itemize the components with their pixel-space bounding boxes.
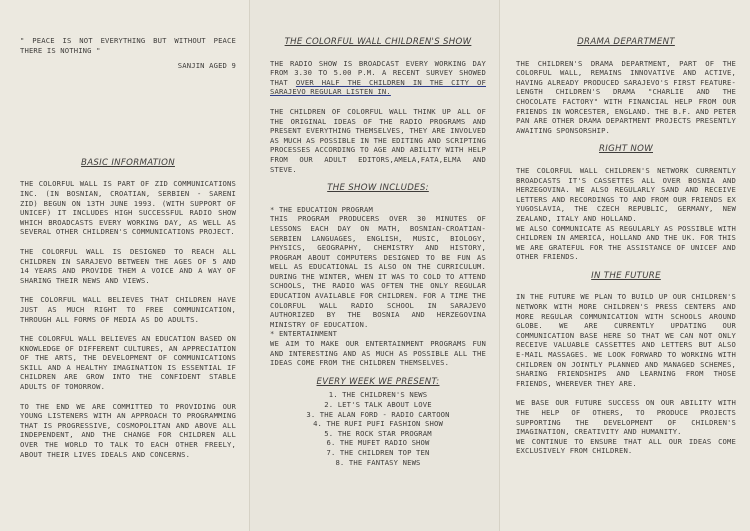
weekly-program-list (270, 390, 486, 467)
list-item: 6. THE MUFET RADIO SHOW (326, 438, 430, 448)
column-childrens-show (250, 0, 500, 531)
list-item: 7. THE CHILDREN TOP TEN (326, 447, 430, 457)
in-the-future-text: IN THE FUTURE WE PLAN TO BUILD UP OUR CHILDREN'S NETWORK WITH MORE CHILDREN'S PRESS CENTERS AND MORE REGULAR COMMUNICATION WITH SCHOOLS AROUND GLOBE. WE ARE CURRENTLY UPDATING OUR COMMUNICATION BASE HERE SO THAT WE CAN NOT ONLY RECEIVE VALUABLE CASSETTES AND LETTERS BUT ALSO E-MAIL MASSAGES. WE LOOK FORWARD TO WORKING WITH CHILDREN ON JOINTLY PLANNED AND MANAGED SCHEMES, SHARING FRIENDSHIPS AND LEARNING FROM THOSE FRIENDS, WHEREVER THEY ARE. (516, 292, 736, 388)
column-drama-and-future (500, 0, 750, 531)
right-now-text-1: THE COLORFUL WALL CHILDREN'S NETWORK CURRENTLY BROADCASTS IT'S CASSETTES ALL OVER BOSNIA AND HERZEGOVINA. WE ALSO REGULARLY SAND AND RECEIVE LETTERS AND RECORDINGS TO AND FROM OUR FRIENDS EX YUGOSLAVIA, THE CZECH REPUBLIC, GERMANY, NEW ZEALAND, ITALY AND HOLLAND. (516, 165, 736, 223)
basic-info-paragraph-2: THE COLORFUL WALL IS DESIGNED TO REACH ALL CHILDREN IN SARAJEVO BETWEEN THE AGES OF 5 AND 14 YEARS AND PROVIDE THEM A VOICE AND A WAY OF SHARING THEIR NEWS AND VIEWS. (20, 246, 236, 285)
in-the-future-heading: IN THE FUTURE (591, 270, 661, 281)
basic-info-paragraph-3: THE COLORFUL WALL BELIEVES THAT CHILDREN HAVE JUST AS MUCH RIGHT TO FREE COMMUNICATION, THROUGH ALL FORMS OF MEDIA AS DO ADULTS. (20, 295, 236, 324)
list-item: 1. THE CHILDREN'S NEWS (328, 390, 428, 400)
every-week-heading: EVERY WEEK WE PRESENT: (316, 376, 440, 387)
list-item: 3. THE ALAN FORD - RADIO CARTOON (306, 409, 450, 419)
quote-signature: SANJIN AGED 9 (177, 61, 236, 71)
radio-show-survey-highlight: OVER HALF THE CHILDREN IN THE CITY OF SARAJEVO REGULAR LISTEN IN. (270, 77, 486, 97)
education-program-text: THIS PROGRAM PRODUCERS OVER 30 MINUTES OF LESSONS EACH DAY ON MATH, BOSNIAN-CROATIAN-SERBIEN LANGUAGES, ENGLISH, MUSIC, BIOLOGY, PHYSICS, GEOGRAPHY, CHEMISTRY AND HISTORY, PROGRAM ABOUT COMPUTERS DESIGNED TO BE FUN AS WELL AS EDUCATIONAL IS ALSO ON THE CURRICULUM. DURING THE WINTER, WHEN IT WAS TO COLD TO ATTEND SCHOOLS, THE RADIO WAS OFTEN THE ONLY REGULAR EDUCATION AVAILABLE FOR CHILDREN. FOR A TIME THE COLORFUL WALL RADIO SCHOOL IN SARAJEVO AUTHORIZED BY THE BOSNIA AND HERZEGOVINA MINISTRY OF EDUCATION. (270, 214, 486, 329)
drama-department-heading: DRAMA DEPARTMENT (577, 37, 675, 47)
childrens-show-heading: THE COLORFUL WALL CHILDREN'S SHOW (284, 37, 472, 47)
list-item: 4. THE RUFI PUFI FASHION SHOW (313, 419, 443, 429)
list-item: 8. THE FANTASY NEWS (335, 457, 421, 467)
entertainment-label: * ENTERTAINMENT (270, 329, 338, 339)
column-basic-information (0, 0, 250, 531)
basic-info-paragraph-1: THE COLORFUL WALL IS PART OF ZID COMMUNICATIONS INC. (IN BOSNIAN, CROATIAN, SERBIEN - SARENI ZID) BEGUN ON 13TH JUNE 1993. (WITH SUPPORT OF UNICEF) IT INCLUDES HIGH SUCCESSFUL RADIO SHOW WHICH BROADCASTS EVERY WORKING DAY, AS WELL AS SEVERAL OTHER CHILDREN'S COMMUNICATIONS PROJECT. (20, 179, 236, 237)
basic-info-paragraph-4: THE COLORFUL WALL BELIEVES AN EDUCATION BASED ON KNOWLEDGE OF DIFFERENT CULTURES, AN APPRECIATION OF THE ARTS, THE DEVELOPMENT OF COMMUNICATIONS SKILL AND A HEALTHY IMAGINATION IS ESSENTIAL IF CHILDREN ARE GROW INTO THE CONFIDENT STABLE ADULTS OF TOMORROW. (20, 334, 236, 392)
radio-show-intro (270, 59, 486, 97)
education-program-label: * THE EDUCATION PROGRAM (270, 204, 373, 214)
peace-quote: " PEACE IS NOT EVERYTHING BUT WITHOUT PEACE THERE IS NOTHING " (20, 36, 236, 55)
entertainment-text: WE AIM TO MAKE OUR ENTERTAINMENT PROGRAMS FUN AND INTERESTING AND AS MUCH AS POSSIBLE ALL THE IDEAS COME FROM THE CHILDREN THEMSELVES. (270, 339, 486, 368)
children-ideas-paragraph: THE CHILDREN OF COLORFUL WALL THINK UP ALL OF THE ORIGINAL IDEAS OF THE RADIO PROGRAMS AND PRESENT EVERYTHING THEMSELVES, THEY ARE INVOLVED AS MUCH AS POSSIBLE IN THE EDITING AND SCRIPTING PROCESSES ACCORDING TO AGE AND ABILITY WITH HELP FROM OUR ADULT EDITORS,AMELA,FATA,ELMA AND STEVE. (270, 106, 486, 174)
basic-info-paragraph-5: TO THE END WE ARE COMMITTED TO PROVIDING OUR YOUNG LISTENERS WITH AN APPROACH TO PROGRAMMING THAT IS PROGRESSIVE, COSMOPOLITAN AND ABOVE ALL INDEPENDENT, AND THE CHANGE FOR CHILDREN ALL OVER THE WORLD TO TALK TO EACH OTHER FREELY, ABOUT THEIR LIVES IDEALS AND CONCERNS. (20, 401, 236, 459)
closing-text-1: WE BASE OUR FUTURE SUCCESS ON OUR ABILITY WITH THE HELP OF OTHERS, TO PRODUCE PROJECTS SUPPORTING THE DEVELOPMENT OF CHILDREN'S IMAGINATION, CREATIVITY AND HUMANITY. (516, 398, 736, 437)
list-item: 2. LET'S TALK ABOUT LOVE (324, 400, 432, 409)
show-includes-heading: THE SHOW INCLUDES: (327, 183, 429, 194)
closing-text-2: WE CONTINUE TO ENSURE THAT ALL OUR IDEAS COME EXCLUSIVELY FROM CHILDREN. (516, 436, 736, 456)
list-item: 5. THE ROCK STAR PROGRAM (324, 428, 432, 438)
right-now-heading: RIGHT NOW (599, 144, 653, 155)
radio-show-intro-text: THE RADIO SHOW IS BROADCAST EVERY WORKING DAY FROM 3.30 TO 5.00 P.M. A RECENT SURVEY SHOWED THAT (270, 58, 486, 87)
drama-department-text: THE CHILDREN'S DRAMA DEPARTMENT, PART OF THE COLORFUL WALL, REMAINS INNOVATIVE AND ACTIVE, HAVING ALREADY PRODUCED SARAJEVO'S FIRST FEATURE-LENGTH CHILDREN'S DRAMA "CHARLIE AND THE CHOCOLATE FACTORY" WITH FINANCIAL HELP FROM OUR FRIENDS IN WORCESTER, ENGLAND. THE B.F. AND PETER PAN ARE OTHER DRAMA DEPARTMENT PROJECTS PRESENTLY AWAITING SPONSORSHIP. (516, 58, 736, 135)
basic-information-heading: BASIC INFORMATION (81, 157, 175, 168)
right-now-text-2: WE ALSO COMMUNICATE AS REGULARLY AS POSSIBLE WITH CHILDREN IN AMERICA, HOLLAND AND THE UK. FOR THIS WE ARE GRATEFUL FOR THE ASSISTANCE OF UNICEF AND OTHER FRIENDS. (516, 223, 736, 262)
